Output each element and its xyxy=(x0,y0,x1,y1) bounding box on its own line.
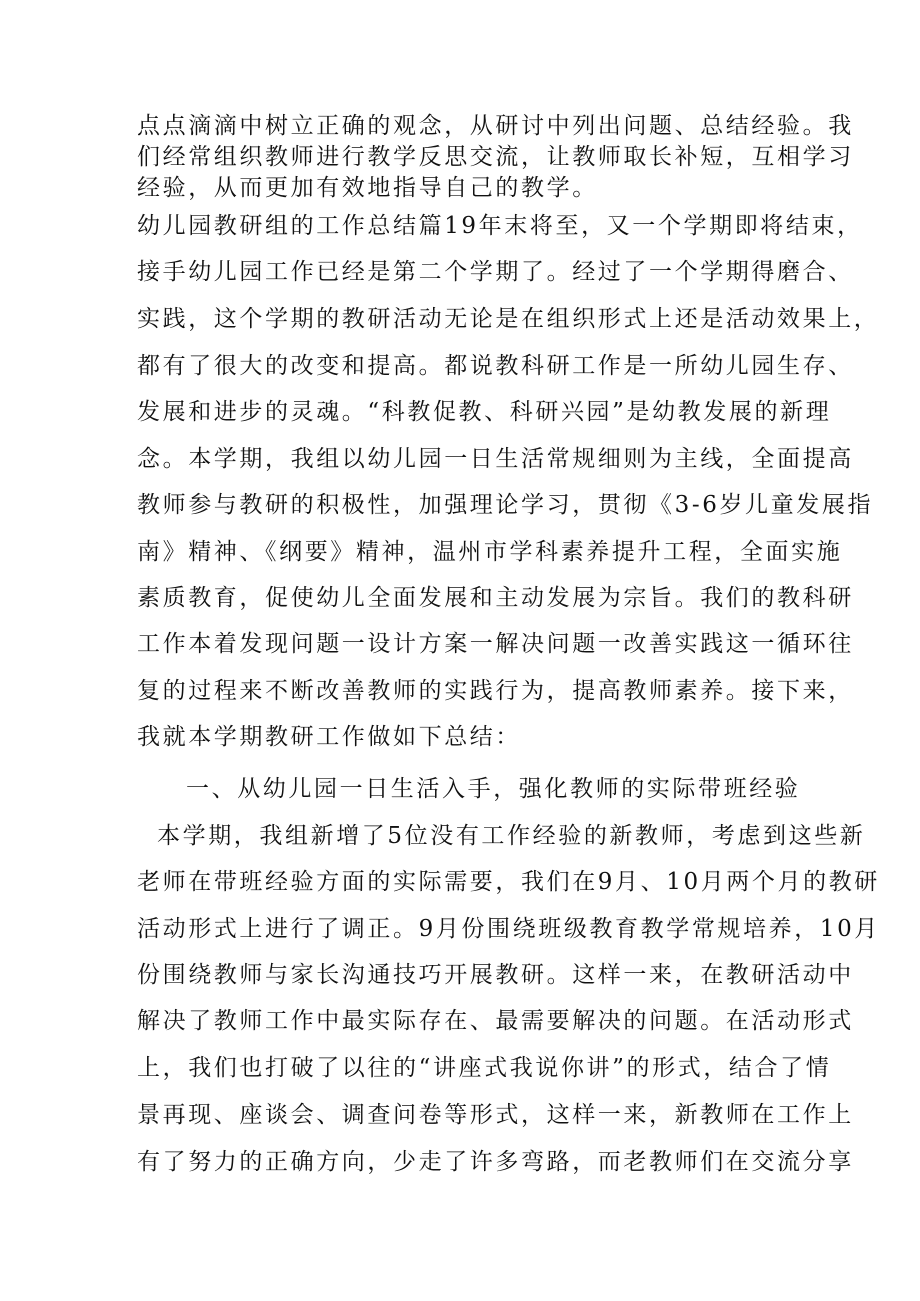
paragraph-line: 幼儿园教研组的工作总结篇19年末将至，又一个学期即将结束， xyxy=(137,213,863,239)
paragraph-line: 接手幼儿园工作已经是第二个学期了。经过了一个学期得磨合、 xyxy=(137,259,854,285)
paragraph-line: 教师参与教研的积极性，加强理论学习，贯彻《3-6岁儿童发展指 xyxy=(137,492,874,518)
paragraph-line: 实践，这个学期的教研活动无论是在组织形式上还是活动效果上， xyxy=(137,306,880,332)
paragraph-line: 工作本着发现问题一设计方案一解决问题一改善实践这一循环往 xyxy=(137,631,854,657)
paragraph-line: 活动形式上进行了调正。9月份围绕班级教育教学常规培养，10月 xyxy=(137,916,880,942)
paragraph-line: 上，我们也打破了以往的“讲座式我说你讲”的形式，结合了情 xyxy=(137,1055,832,1081)
paragraph-line: 发展和进步的灵魂。“科教促教、科研兴园”是幼教发展的新理 xyxy=(137,399,832,425)
paragraph-line: 们经常组织教师进行教学反思交流，让教师取长补短，互相学习 xyxy=(137,144,854,170)
paragraph-line: 复的过程来不断改善教师的实践行为，提高教师素养。接下来， xyxy=(137,678,854,704)
section-heading: 一、从幼儿园一日生活入手，强化教师的实际带班经验 xyxy=(186,776,801,802)
paragraph-line: 点点滴滴中树立正确的观念，从研讨中列出问题、总结经验。我 xyxy=(137,113,854,139)
paragraph-line: 念。本学期，我组以幼儿园一日生活常规细则为主线，全面提高 xyxy=(137,446,854,472)
paragraph-line: 我就本学期教研工作做如下总结： xyxy=(137,724,521,750)
paragraph-line: 南》精神、《纲要》精神，温州市学科素养提升工程，全面实施 xyxy=(137,539,843,565)
paragraph-line: 解决了教师工作中最实际存在、最需要解决的问题。在活动形式 xyxy=(137,1008,854,1034)
paragraph-line: 素质教育，促使幼儿全面发展和主动发展为宗旨。我们的教科研 xyxy=(137,585,854,611)
paragraph-line: 老师在带班经验方面的实际需要，我们在9月、10月两个月的教研 xyxy=(137,869,880,895)
paragraph-line: 份围绕教师与家长沟通技巧开展教研。这样一来，在教研活动中 xyxy=(137,962,854,988)
paragraph-line: 景再现、座谈会、调查问卷等形式，这样一来，新教师在工作上 xyxy=(137,1102,854,1128)
paragraph-line: 都有了很大的改变和提高。都说教科研工作是一所幼儿园生存、 xyxy=(137,353,854,379)
paragraph-line: 有了努力的正确方向，少走了许多弯路，而老教师们在交流分享 xyxy=(137,1149,854,1175)
paragraph-line: 经验，从而更加有效地指导自己的教学。 xyxy=(137,175,598,201)
paragraph-line: 本学期，我组新增了5位没有工作经验的新教师，考虑到这些新 xyxy=(157,823,866,849)
